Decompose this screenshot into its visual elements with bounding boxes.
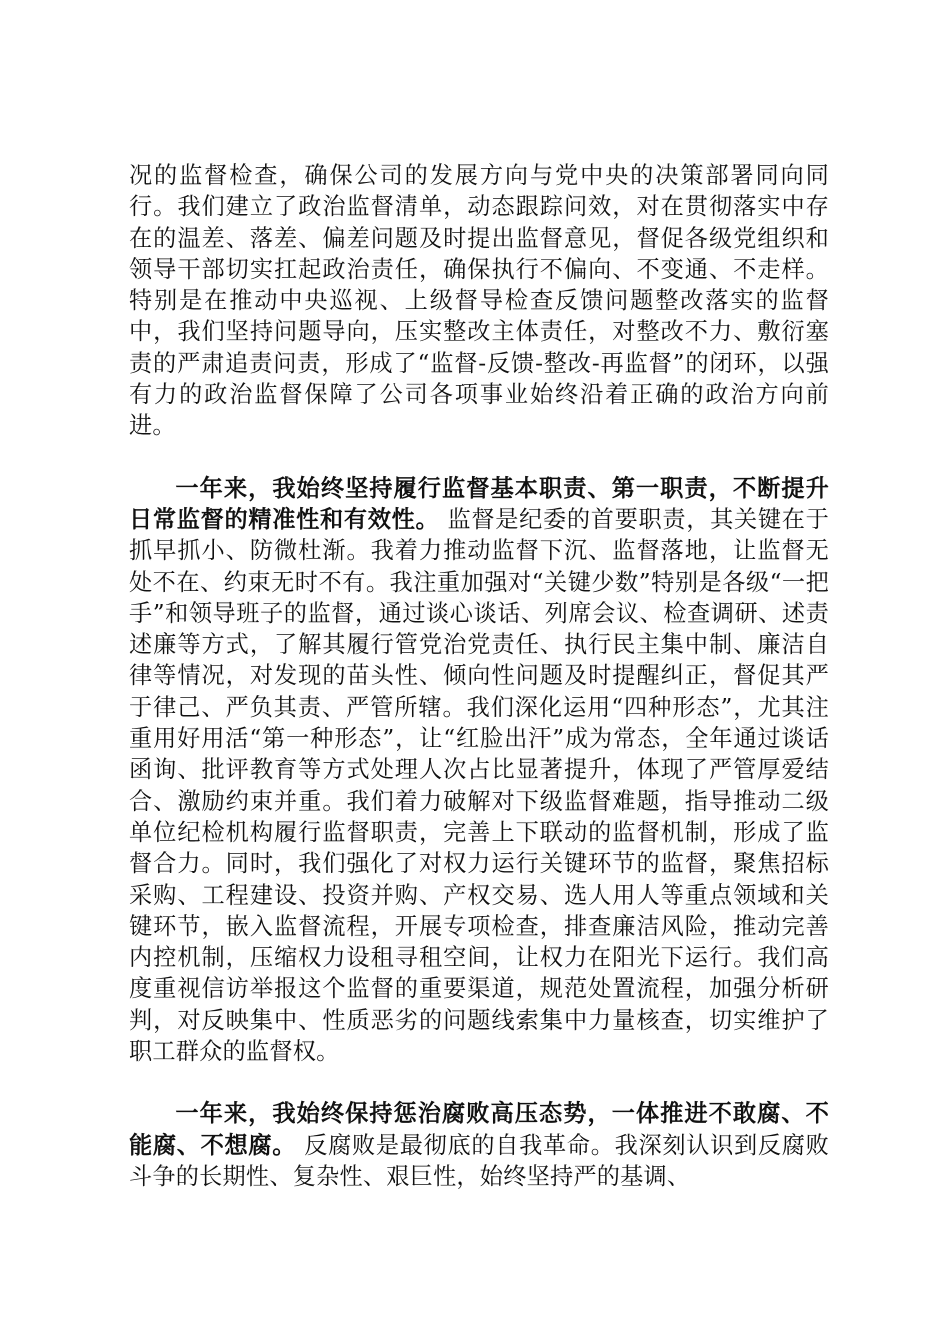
paragraph-political-supervision bbox=[129, 160, 829, 442]
paragraph-text: 况的监督检查，确保公司的发展方向与党中央的决策部署同向同行。我们建立了政治监督清单，动态跟踪问效，对在贯彻落实中存在的温差、落差、偏差问题及时提出监督意见，督促各级党组织和领导干部切实扛起政治责任，确保执行不偏向、不变通、不走样。特别是在推动中央巡视、上级督导检查反馈问题整改落实的监督中，我们坚持问题导向，压实整改主体责任，对整改不力、敷衍塞责的严肃追责问责，形成了“监督-反馈-整改-再监督”的闭环，以强有力的政治监督保障了公司各项事业始终沿着正确的政治方向前进。 bbox=[129, 162, 829, 440]
paragraph-text: 反腐败是最彻底的自我革命。我深刻认识到反腐败斗争的长期性、复杂性、艰巨性，始终坚持严的基调、 bbox=[129, 1131, 829, 1190]
paragraph-text: 监督是纪委的首要职责，其关键在于抓早抓小、防微杜渐。我着力推动监督下沉、监督落地，让监督无处不在、约束无时不有。我注重加强对“关键少数”特别是各级“一把手”和领导班子的监督，通过谈心谈话、列席会议、检查调研、述责述廉等方式，了解其履行管党治党责任、执行民主集中制、廉洁自律等情况，对发现的苗头性、倾向性问题及时提醒纠正，督促其严于律己、严负其责、严管所辖。我们深化运用“四种形态”，尤其注重用好用活“第一种形态”，让“红脸出汗”成为常态，全年通过谈话函询、批评教育等方式处理人次占比显著提升，体现了严管厚爱结合、激励约束并重。我们着力破解对下级监督难题，指导推动二级单位纪检机构履行监督职责，完善上下联动的监督机制，形成了监督合力。同时，我们强化了对权力运行关键环节的监督，聚焦招标采购、工程建设、投资并购、产权交易、选人用人等重点领域和关键环节，嵌入监督流程，开展专项检查，排查廉洁风险，推动完善内控机制，压缩权力设租寻租空间，让权力在阳光下运行。我们高度重视信访举报这个监督的重要渠道，规范处置流程，加强分析研判，对反映集中、性质恶劣的问题线索集中力量核查，切实维护了职工群众的监督权。 bbox=[129, 505, 829, 1066]
paragraph-lead: 一年来，我始终坚持履行监督基本职责、第一职责，不断提升日常监督的精准性和有效性。 bbox=[129, 474, 829, 533]
document-body bbox=[129, 160, 829, 1192]
paragraph-daily-supervision bbox=[129, 473, 829, 1068]
paragraph-lead: 一年来，我始终保持惩治腐败高压态势，一体推进不敢腐、不能腐、不想腐。 bbox=[129, 1100, 829, 1159]
paragraph-anti-corruption bbox=[129, 1098, 829, 1192]
